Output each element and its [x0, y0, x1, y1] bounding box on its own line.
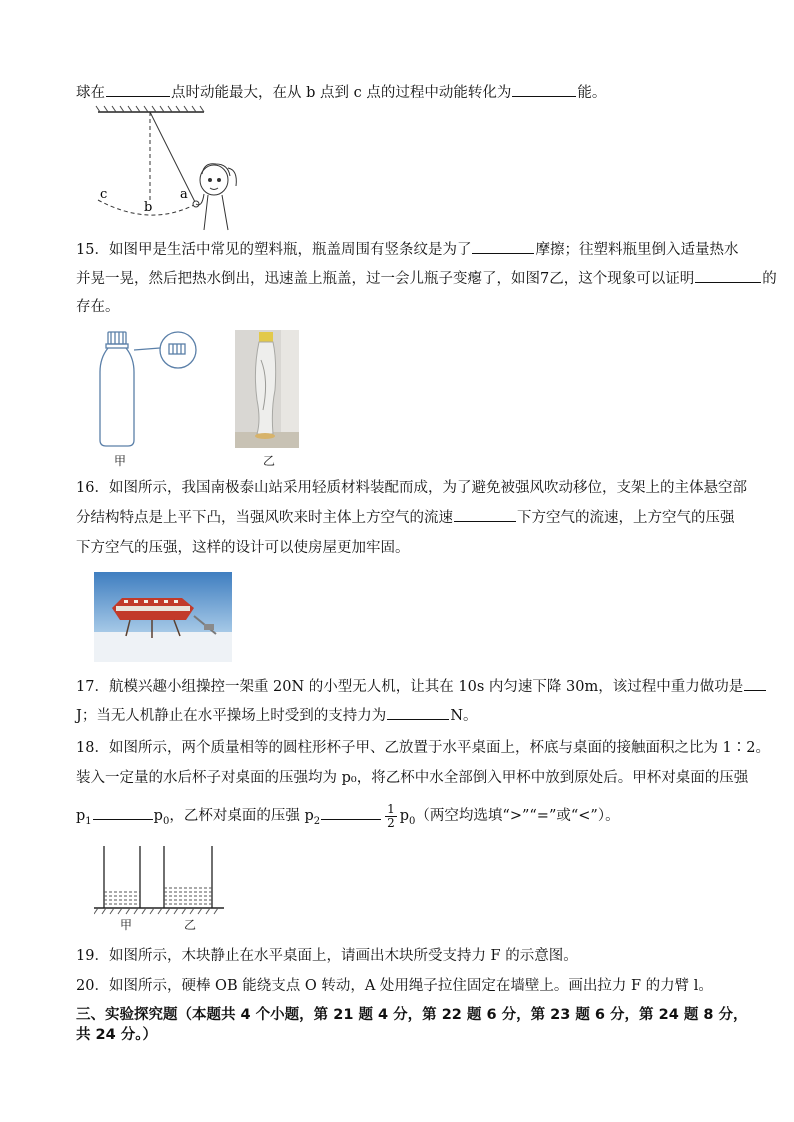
q18-line1: 18．如图所示，两个质量相等的圆柱形杯子甲、乙放置于水平桌面上，杯底与桌面的接触面积之比为 1∶2。: [76, 740, 771, 756]
q15-line1: 15．如图甲是生活中常见的塑料瓶，瓶盖周围有竖条纹是为了 摩擦；往塑料瓶里倒入适量热水: [76, 239, 746, 260]
answer-blank[interactable]: [321, 805, 381, 820]
cups-figure: [94, 844, 224, 916]
label-b: b: [144, 200, 153, 215]
answer-blank[interactable]: [695, 268, 761, 283]
answer-blank[interactable]: [454, 507, 516, 522]
section-heading-cont: 共 24 分。）: [76, 1027, 158, 1043]
crushed-bottle-photo: [235, 330, 299, 448]
q15-line3: 存在。: [76, 299, 120, 315]
q18-line2: 装入一定量的水后杯子对桌面的压强均为 p₀，将乙杯中水全部倒入甲杯中放到原处后。甲杯对桌面的压强: [76, 770, 749, 786]
caption-yi: 乙: [263, 454, 276, 468]
q15-line2: 并晃一晃，然后把热水倒出，迅速盖上瓶盖，过一会儿瓶子变瘪了，如图7乙，这个现象可以证明 的: [76, 268, 746, 289]
antarctic-station-photo: [94, 572, 232, 662]
caption-jia: 甲: [120, 918, 133, 932]
q16-line2: 分结构特点是上平下凸，当强风吹来时主体上方空气的流速 下方空气的流速，上方空气的压强: [76, 507, 746, 528]
answer-blank[interactable]: [744, 676, 766, 691]
q18-line3: $p_1$ $p_0$，乙杯对桌面的压强 $p_2$ $\frac{1}{2}$ $p_0$（两空均选填“>”“=”或“<”）。: [76, 801, 620, 830]
answer-blank[interactable]: [106, 82, 170, 97]
caption-yi: 乙: [184, 918, 197, 932]
answer-blank[interactable]: [387, 705, 449, 720]
label-a: a: [180, 187, 188, 202]
pendulum-figure: [92, 104, 242, 232]
answer-blank[interactable]: [512, 82, 576, 97]
q14-text: 球在 点时动能最大，在从 b 点到 c 点的过程中动能转化为 能。: [76, 82, 746, 103]
q19-text: 19．如图所示，木块静止在水平桌面上，请画出木块所受支持力 F 的示意图。: [76, 948, 578, 964]
label-c: c: [100, 187, 108, 202]
q17-line2: J；当无人机静止在水平操场上时受到的支持力为 N。: [76, 705, 746, 726]
answer-blank[interactable]: [93, 805, 153, 820]
caption-jia: 甲: [114, 454, 127, 468]
q20-text: 20．如图所示，硬棒 OB 能绕支点 O 转动，A 处用绳子拉住固定在墙壁上。画出拉力 F 的力臂 l。: [76, 978, 713, 994]
q17-line1: 17．航模兴趣小组操控一架重 20N 的小型无人机，让其在 10s 内匀速下降 30m，该过程中重力做功是: [76, 676, 746, 697]
section-heading: 三、实验探究题（本题共 4 个小题，第 21 题 4 分，第 22 题 6 分，第 23 题 6 分，第 24 题 8 分，: [76, 1007, 748, 1023]
q16-line1: 16．如图所示，我国南极泰山站采用轻质材料装配而成，为了避免被强风吹动移位，支架上的主体悬空部: [76, 480, 747, 496]
bottle-figure: [94, 328, 204, 468]
q16-line3: 下方空气的压强，这样的设计可以使房屋更加牢固。: [76, 540, 410, 556]
fraction-one-half: $\frac{1}{2}$: [387, 801, 395, 830]
answer-blank[interactable]: [472, 239, 534, 254]
